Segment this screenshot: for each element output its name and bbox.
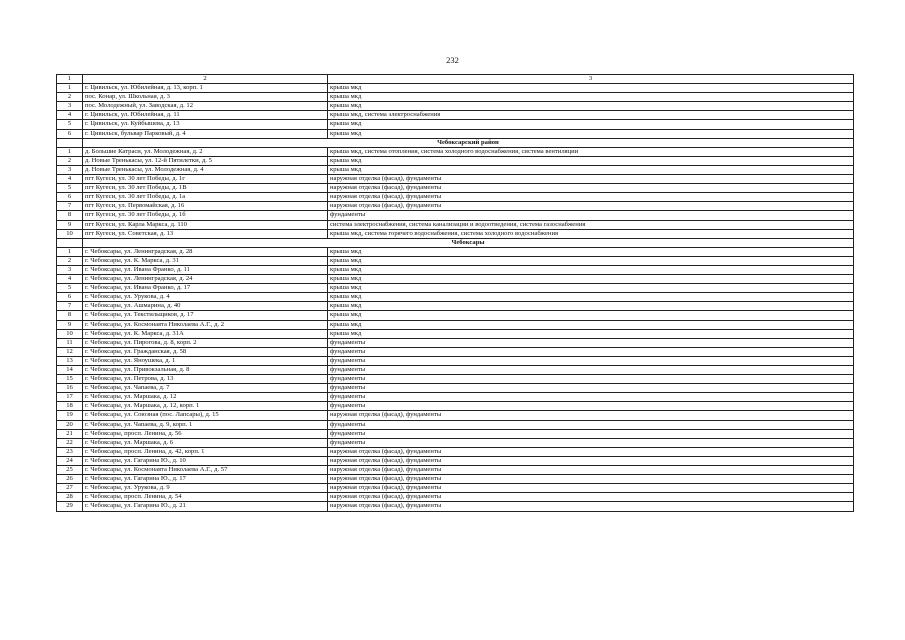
row-works: наружная отделка (фасад), фундаменты xyxy=(328,475,854,484)
table-row xyxy=(57,284,854,293)
table-row xyxy=(57,302,854,311)
table-row xyxy=(57,484,854,493)
table-row xyxy=(57,475,854,484)
row-works: крыша мкд xyxy=(328,93,854,102)
row-address: г. Цивильск, ул. Юбилейная, д. 11 xyxy=(83,111,328,120)
row-works: наружная отделка (фасад), фундаменты xyxy=(328,447,854,456)
row-number: 7 xyxy=(57,302,83,311)
row-works: наружная отделка (фасад), фундаменты xyxy=(328,184,854,193)
row-address: пос. Молодежный, ул. Заводская, д. 12 xyxy=(83,102,328,111)
row-works: фундаменты xyxy=(328,338,854,347)
table-row xyxy=(57,456,854,465)
row-works: наружная отделка (фасад), фундаменты xyxy=(328,193,854,202)
row-number: 18 xyxy=(57,402,83,411)
row-works: наружная отделка (фасад), фундаменты xyxy=(328,456,854,465)
row-address: г. Чебоксары, ул. Чапаева, д. 7 xyxy=(83,384,328,393)
row-works: крыша мкд xyxy=(328,165,854,174)
table-row xyxy=(57,184,854,193)
row-address: г. Чебоксары, ул. Гагарина Ю., д. 17 xyxy=(83,475,328,484)
row-works: наружная отделка (фасад), фундаменты xyxy=(328,466,854,475)
row-address: г. Чебоксары, ул. Ленинградская, д. 24 xyxy=(83,275,328,284)
table-row xyxy=(57,93,854,102)
table-row xyxy=(57,393,854,402)
row-address: г. Чебоксары, просп. Ленина, д. 54 xyxy=(83,493,328,502)
row-address: г. Чебоксары, ул. Гагарина Ю., д. 21 xyxy=(83,502,328,511)
row-address: пос. Конар, ул. Школьная, д. 3 xyxy=(83,93,328,102)
row-works: крыша мкд xyxy=(328,84,854,93)
row-works: крыша мкд xyxy=(328,311,854,320)
row-works: крыша мкд xyxy=(328,265,854,274)
row-address: д. Новые Тренькасы, ул. 12-й Пятилетки, д. 5 xyxy=(83,156,328,165)
row-address: пгт Кугеси, ул. Карла Маркса, д. 110 xyxy=(83,220,328,229)
table-row xyxy=(57,265,854,274)
row-number: 7 xyxy=(57,202,83,211)
row-works: фундаменты xyxy=(328,420,854,429)
table-row xyxy=(57,211,854,220)
row-works: фундаменты xyxy=(328,356,854,365)
table-row xyxy=(57,275,854,284)
table-row xyxy=(57,111,854,120)
row-number: 25 xyxy=(57,466,83,475)
row-works: крыша мкд xyxy=(328,102,854,111)
row-address: г. Чебоксары, ул. Урукова, д. 4 xyxy=(83,293,328,302)
table-row xyxy=(57,120,854,129)
row-works: крыша мкд xyxy=(328,302,854,311)
row-number: 17 xyxy=(57,393,83,402)
row-address: г. Чебоксары, ул. Яноушека, д. 1 xyxy=(83,356,328,365)
row-address: г. Чебоксары, ул. Гагарина Ю., д. 10 xyxy=(83,456,328,465)
row-address: г. Чебоксары, ул. Урукова, д. 9 xyxy=(83,484,328,493)
row-number: 9 xyxy=(57,320,83,329)
row-address: г. Чебоксары, ул. Ивана Франко, д. 17 xyxy=(83,284,328,293)
row-address: г. Чебоксары, ул. Ивана Франко, д. 11 xyxy=(83,265,328,274)
row-address: г. Чебоксары, ул. Ашмарина, д. 40 xyxy=(83,302,328,311)
row-works: фундаменты xyxy=(328,429,854,438)
row-address: г. Чебоксары, ул. К. Маркса, д. 31 xyxy=(83,256,328,265)
row-number: 5 xyxy=(57,184,83,193)
table-row xyxy=(57,156,854,165)
row-address: г. Чебоксары, просп. Ленина, д. 56 xyxy=(83,429,328,438)
row-works: фундаменты xyxy=(328,438,854,447)
table-row xyxy=(57,402,854,411)
table-row xyxy=(57,193,854,202)
row-works: крыша мкд xyxy=(328,247,854,256)
header-col-3: 3 xyxy=(328,75,854,84)
table-row xyxy=(57,502,854,511)
row-works: фундаменты xyxy=(328,402,854,411)
row-works: крыша мкд xyxy=(328,275,854,284)
row-address: пгт Кугеси, ул. Советская, д. 13 xyxy=(83,229,328,238)
row-number: 5 xyxy=(57,284,83,293)
row-works: наружная отделка (фасад), фундаменты xyxy=(328,202,854,211)
row-number: 3 xyxy=(57,265,83,274)
row-works: крыша мкд xyxy=(328,129,854,138)
row-number: 1 xyxy=(57,247,83,256)
row-number: 12 xyxy=(57,347,83,356)
row-address: г. Чебоксары, ул. Пирогова, д. 8, корп. 2 xyxy=(83,338,328,347)
row-works: фундаменты xyxy=(328,375,854,384)
row-address: г. Чебоксары, ул. Маршака, д. 12, корп. 1 xyxy=(83,402,328,411)
row-number: 13 xyxy=(57,356,83,365)
table-row xyxy=(57,256,854,265)
table-row xyxy=(57,202,854,211)
table-row xyxy=(57,247,854,256)
table-row xyxy=(57,493,854,502)
row-address: г. Чебоксары, ул. Привокзальная, д. 8 xyxy=(83,366,328,375)
row-number: 14 xyxy=(57,366,83,375)
table-row xyxy=(57,165,854,174)
row-address: г. Цивильск, ул. Куйбышева, д. 13 xyxy=(83,120,328,129)
row-works: фундаменты xyxy=(328,347,854,356)
row-works: крыша мкд, система отопления, система холодного водоснабжения, система вентиляции xyxy=(328,147,854,156)
row-address: пгт Кугеси, ул. 30 лет Победы, д. 1В xyxy=(83,184,328,193)
table-row xyxy=(57,293,854,302)
table-row xyxy=(57,447,854,456)
row-number: 27 xyxy=(57,484,83,493)
table-row xyxy=(57,129,854,138)
row-works: фундаменты xyxy=(328,384,854,393)
table-row xyxy=(57,311,854,320)
row-works: крыша мкд xyxy=(328,284,854,293)
row-number: 19 xyxy=(57,411,83,420)
row-address: г. Чебоксары, ул. Маршака, д. 6 xyxy=(83,438,328,447)
row-number: 9 xyxy=(57,220,83,229)
row-works: наружная отделка (фасад), фундаменты xyxy=(328,175,854,184)
row-number: 11 xyxy=(57,338,83,347)
section-empty-cell xyxy=(57,138,83,147)
table-row xyxy=(57,102,854,111)
row-works: наружная отделка (фасад), фундаменты xyxy=(328,411,854,420)
table-header-row xyxy=(57,75,854,84)
row-address: г. Чебоксары, ул. Петрова, д. 13 xyxy=(83,375,328,384)
row-address: г. Чебоксары, ул. Космонавта Николаева А.Г., д. 2 xyxy=(83,320,328,329)
row-works: фундаменты xyxy=(328,211,854,220)
row-address: г. Чебоксары, ул. Маршака, д. 12 xyxy=(83,393,328,402)
table-row xyxy=(57,384,854,393)
row-address: д. Большие Катраси, ул. Молодежная, д. 2 xyxy=(83,147,328,156)
row-works: крыша мкд xyxy=(328,320,854,329)
row-address: г. Чебоксары, ул. Текстильщиков, д. 17 xyxy=(83,311,328,320)
row-number: 3 xyxy=(57,165,83,174)
row-address: г. Чебоксары, просп. Ленина, д. 42, корп. 1 xyxy=(83,447,328,456)
row-works: крыша мкд xyxy=(328,293,854,302)
row-works: наружная отделка (фасад), фундаменты xyxy=(328,493,854,502)
table-row xyxy=(57,175,854,184)
register-table-body xyxy=(57,75,854,512)
row-number: 8 xyxy=(57,211,83,220)
row-number: 22 xyxy=(57,438,83,447)
row-address: г. Чебоксары, ул. Союзная (пос. Лапсары), д. 15 xyxy=(83,411,328,420)
table-row xyxy=(57,347,854,356)
row-address: г. Цивильск, бульвар Парковый, д. 4 xyxy=(83,129,328,138)
row-number: 4 xyxy=(57,275,83,284)
row-works: крыша мкд, система электроснабжения xyxy=(328,111,854,120)
row-address: пгт Кугеси, ул. 30 лет Победы, д. 1г xyxy=(83,175,328,184)
row-works: крыша мкд xyxy=(328,329,854,338)
row-number: 8 xyxy=(57,311,83,320)
table-row xyxy=(57,375,854,384)
row-address: д. Новые Тренькасы, ул. Молодежная, д. 4 xyxy=(83,165,328,174)
row-number: 24 xyxy=(57,456,83,465)
row-address: г. Чебоксары, ул. Гражданская, д. 58 xyxy=(83,347,328,356)
row-works: фундаменты xyxy=(328,393,854,402)
table-row xyxy=(57,147,854,156)
row-number: 2 xyxy=(57,256,83,265)
row-number: 3 xyxy=(57,102,83,111)
row-number: 23 xyxy=(57,447,83,456)
row-address: г. Цивильск, ул. Юбилейная, д. 13, корп. 1 xyxy=(83,84,328,93)
row-works: наружная отделка (фасад), фундаменты xyxy=(328,484,854,493)
row-number: 6 xyxy=(57,129,83,138)
table-row xyxy=(57,329,854,338)
row-number: 2 xyxy=(57,156,83,165)
row-address: г. Чебоксары, ул. Чапаева, д. 9, корп. 1 xyxy=(83,420,328,429)
row-works: наружная отделка (фасад), фундаменты xyxy=(328,502,854,511)
table-row xyxy=(57,466,854,475)
row-number: 6 xyxy=(57,193,83,202)
row-number: 10 xyxy=(57,329,83,338)
section-empty-cell xyxy=(57,238,83,247)
row-number: 4 xyxy=(57,175,83,184)
table-row xyxy=(57,220,854,229)
register-table xyxy=(56,74,854,512)
table-row xyxy=(57,229,854,238)
section-title: Чебоксары xyxy=(83,238,854,247)
row-address: г. Чебоксары, ул. Ленинградская, д. 28 xyxy=(83,247,328,256)
table-row xyxy=(57,366,854,375)
section-title: Чебоксарский район xyxy=(83,138,854,147)
table-row xyxy=(57,438,854,447)
row-number: 4 xyxy=(57,111,83,120)
table-row xyxy=(57,338,854,347)
row-number: 2 xyxy=(57,93,83,102)
header-col-1: 1 xyxy=(57,75,83,84)
row-address: пгт Кугеси, ул. 30 лет Победы, д. 1б xyxy=(83,211,328,220)
row-number: 1 xyxy=(57,84,83,93)
row-number: 6 xyxy=(57,293,83,302)
row-number: 15 xyxy=(57,375,83,384)
table-row xyxy=(57,420,854,429)
table-row xyxy=(57,320,854,329)
section-row xyxy=(57,138,854,147)
row-number: 10 xyxy=(57,229,83,238)
row-number: 28 xyxy=(57,493,83,502)
row-works: крыша мкд xyxy=(328,156,854,165)
row-address: г. Чебоксары, ул. К. Маркса, д. 31А xyxy=(83,329,328,338)
section-row xyxy=(57,238,854,247)
row-number: 1 xyxy=(57,147,83,156)
row-number: 20 xyxy=(57,420,83,429)
table-row xyxy=(57,429,854,438)
row-number: 26 xyxy=(57,475,83,484)
row-number: 5 xyxy=(57,120,83,129)
row-number: 29 xyxy=(57,502,83,511)
row-number: 16 xyxy=(57,384,83,393)
table-row xyxy=(57,84,854,93)
table-row xyxy=(57,411,854,420)
row-address: пгт Кугеси, ул. Первомайская, д. 16 xyxy=(83,202,328,211)
row-works: крыша мкд, система горячего водоснабжения, система холодного водоснабжения xyxy=(328,229,854,238)
page-number: 232 xyxy=(446,55,459,65)
row-address: пгт Кугеси, ул. 30 лет Победы, д. 1а xyxy=(83,193,328,202)
header-col-2: 2 xyxy=(83,75,328,84)
table-row xyxy=(57,356,854,365)
row-works: фундаменты xyxy=(328,366,854,375)
row-number: 21 xyxy=(57,429,83,438)
row-address: г. Чебоксары, ул. Космонавта Николаева А.Г., д. 57 xyxy=(83,466,328,475)
row-works: система электроснабжения, система канализации и водоотведения, система газоснабжения xyxy=(328,220,854,229)
row-works: крыша мкд xyxy=(328,120,854,129)
row-works: крыша мкд xyxy=(328,256,854,265)
